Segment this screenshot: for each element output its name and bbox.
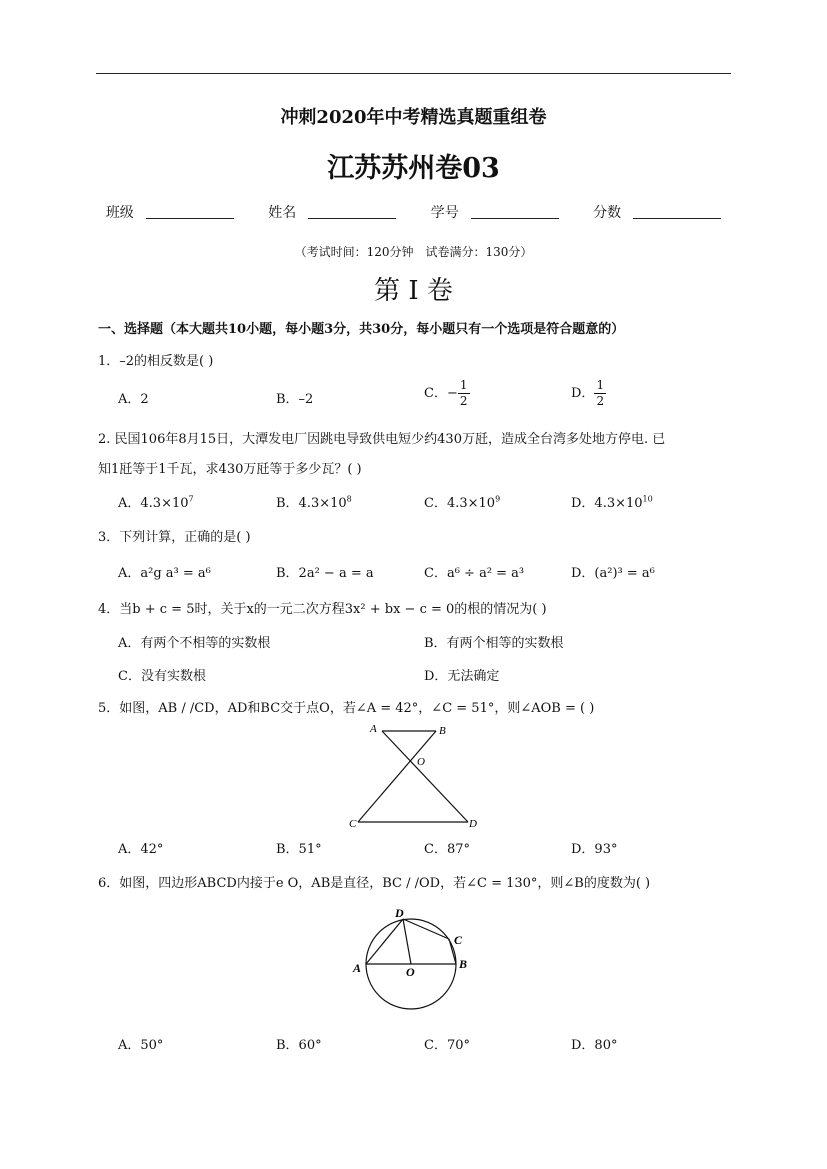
label-o: O	[406, 965, 415, 979]
field-blank[interactable]	[146, 206, 234, 219]
label-d: D	[469, 818, 477, 830]
q4-option-c: C．没有实数根	[118, 669, 206, 684]
q3-option-d: D．(a²)³ = a⁶	[571, 566, 655, 581]
field-id	[425, 205, 565, 221]
q2-option-c	[424, 492, 500, 511]
q6-option-c: C．70°	[424, 1038, 470, 1053]
q2-c-exp: 9	[495, 494, 501, 504]
q1-c-sign: −	[446, 386, 458, 401]
q1-d-prefix: D．	[571, 386, 595, 401]
q2-a-base: A．4.3×10	[118, 496, 189, 511]
question-2-stem-line2: 知1瓩等于1千瓦，求430万瓩等于多少瓦？( )	[98, 462, 362, 477]
field-score	[587, 205, 727, 221]
field-name	[262, 205, 402, 221]
label-b: B	[439, 725, 446, 737]
q2-option-b	[276, 492, 352, 511]
q1-option-d	[571, 378, 606, 409]
q1-option-c	[424, 378, 470, 409]
field-label: 分数	[593, 205, 622, 221]
q1-option-a: A．2	[118, 392, 149, 407]
q5-option-c: C．87°	[424, 842, 470, 857]
question-1-stem: 1．–2的相反数是( )	[98, 354, 214, 369]
question-4-stem: 4．当b + c = 5时，关于x的一元二次方程3x² + bx − c = 0的根的情况为( )	[98, 602, 547, 617]
field-label: 姓名	[268, 205, 297, 221]
q4-option-a: A．有两个不相等的实数根	[118, 636, 271, 651]
field-label: 班级	[105, 205, 134, 221]
q1-c-prefix: C．	[424, 386, 447, 401]
q1-option-b: B．–2	[276, 392, 314, 407]
q6-option-d: D．80°	[571, 1038, 618, 1053]
frac-num: 1	[596, 378, 605, 392]
q5-option-b: B．51°	[276, 842, 322, 857]
q2-c-base: C．4.3×10	[424, 496, 496, 511]
question-3-stem: 3．下列计算，正确的是( )	[98, 530, 251, 545]
frac-num: 1	[459, 378, 468, 392]
label-c: C	[454, 933, 463, 947]
question-2-stem-line1: 2. 民国106年8月15日，大潭发电厂因跳电导致供电短少约430万瓩，造成全台湾多处地方停电. 已	[98, 432, 666, 447]
exam-note: （考试时间：120分钟 试卷满分：130分）	[294, 245, 533, 259]
q6-option-a: A．50°	[118, 1038, 164, 1053]
q6-option-b: B．60°	[276, 1038, 322, 1053]
q4-option-d: D．无法确定	[424, 669, 500, 684]
q1-d-fraction	[594, 378, 606, 409]
field-blank[interactable]	[308, 206, 396, 219]
section-heading: 一、选择题（本大题共10小题，每小题3分，共30分，每小题只有一个选项是符合题意的）	[98, 322, 625, 337]
question-6-stem: 6．如图，四边形ABCD内接于e O，AB是直径，BC / /OD，若∠C = 130°，则∠B的度数为( )	[98, 876, 651, 891]
q1-c-fraction	[458, 378, 470, 409]
exam-subtitle: 江苏苏州卷03	[327, 153, 500, 184]
q3-option-c: C．a⁶ ÷ a² = a³	[424, 566, 525, 581]
label-a: A	[353, 961, 362, 975]
q4-option-b: B．有两个相等的实数根	[424, 636, 564, 651]
field-blank[interactable]	[471, 206, 559, 219]
field-class	[100, 205, 240, 221]
q5-figure	[340, 718, 490, 834]
q3-option-b: B．2a² − a = a	[276, 566, 374, 581]
q6-figure	[345, 902, 480, 1014]
field-label: 学号	[430, 205, 459, 221]
label-c: C	[349, 818, 357, 830]
q2-d-base: D．4.3×10	[571, 496, 643, 511]
label-b: B	[459, 957, 468, 971]
field-blank[interactable]	[633, 206, 721, 219]
q2-b-base: B．4.3×10	[276, 496, 347, 511]
exam-title: 冲刺2020年中考精选真题重组卷	[280, 107, 547, 128]
q5-option-d: D．93°	[571, 842, 618, 857]
question-5-stem: 5．如图，AB / /CD，AD和BC交于点O，若∠A = 42°，∠C = 51°，则∠AOB = ( )	[98, 701, 595, 716]
q2-d-exp: 10	[642, 494, 653, 504]
frac-den: 2	[459, 394, 468, 408]
label-a: A	[370, 723, 377, 735]
label-d: D	[395, 906, 404, 920]
frac-den: 2	[596, 394, 605, 408]
q2-option-d	[571, 492, 653, 511]
q2-option-a	[118, 492, 194, 511]
student-info-row	[0, 202, 827, 222]
segment-od	[403, 919, 411, 964]
q2-b-exp: 8	[346, 494, 352, 504]
volume-title: 第 I 卷	[374, 276, 453, 306]
q3-option-a: A．a²g a³ = a⁶	[118, 566, 211, 581]
q2-a-exp: 7	[188, 494, 194, 504]
q5-option-a: A．42°	[118, 842, 164, 857]
header-rule	[96, 73, 731, 74]
label-o: O	[417, 756, 425, 768]
